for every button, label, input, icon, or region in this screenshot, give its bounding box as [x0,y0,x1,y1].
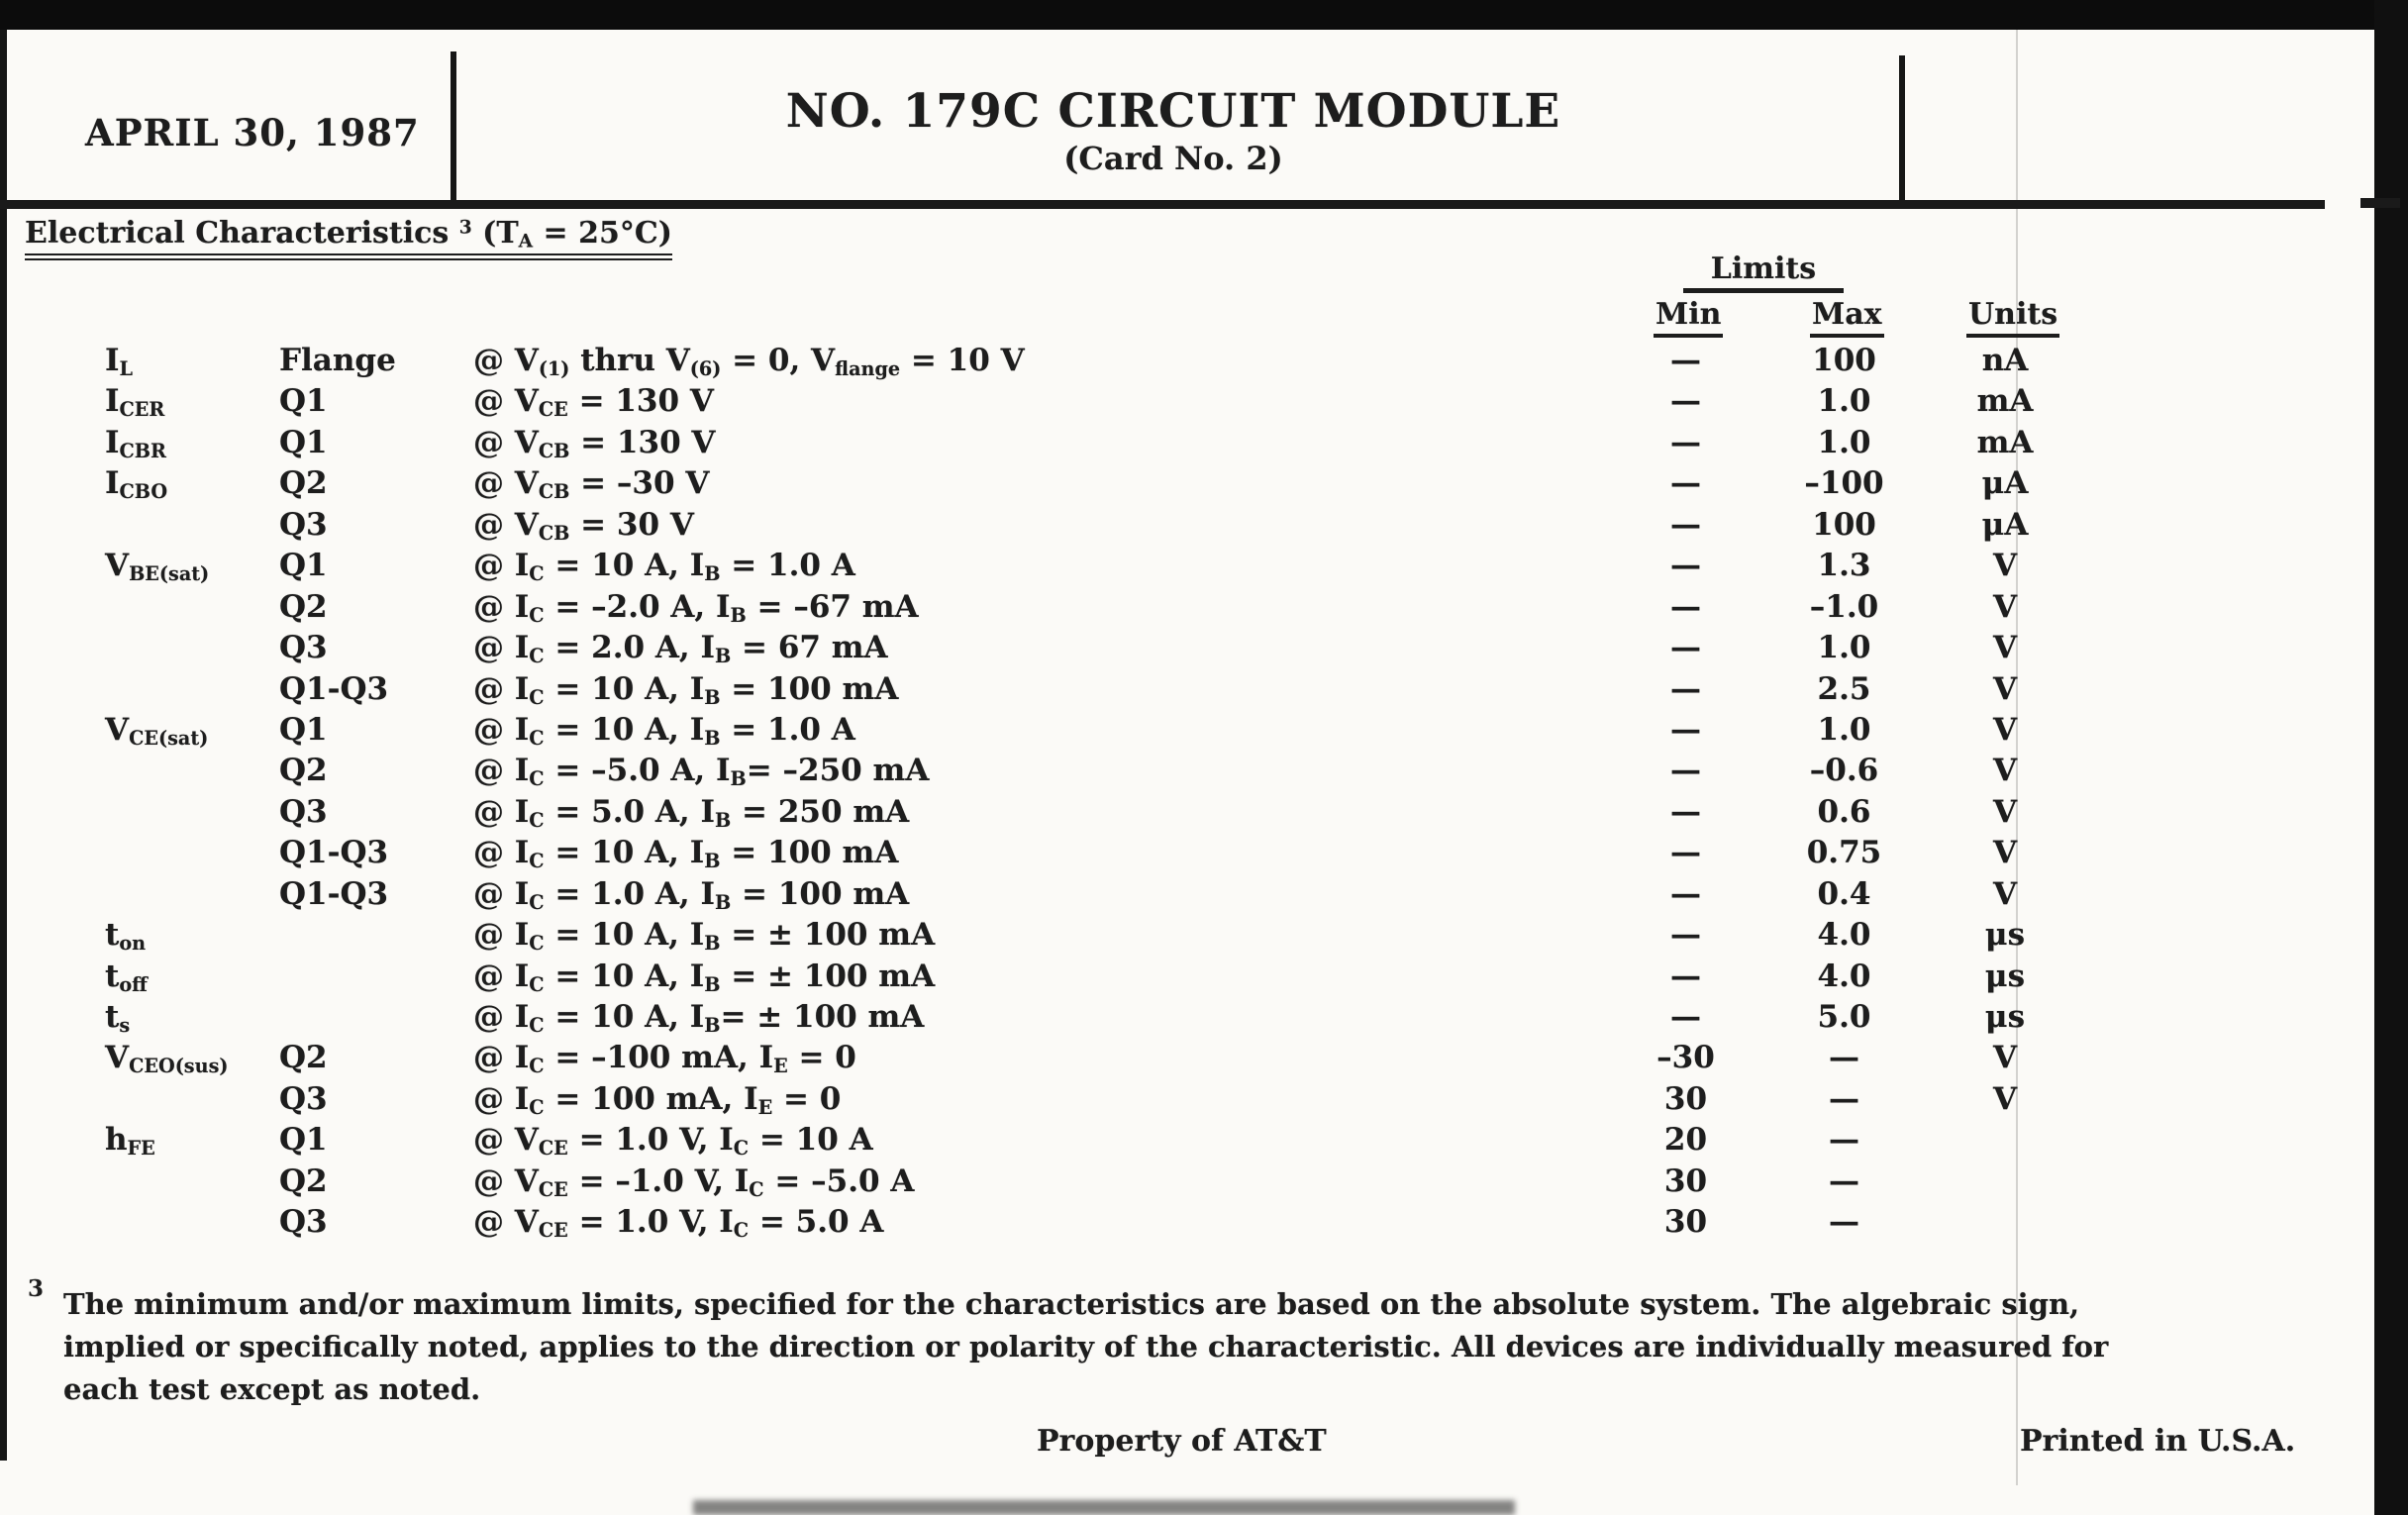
condition-cell: @ $V_{CB} = 130$ V [473,424,716,462]
min-cell: — [1670,711,1701,748]
min-cell: — [1670,630,1701,666]
max-cell: — [1829,1122,1859,1159]
device-cell: Q2 [279,753,328,789]
max-cell: 0.4 [1817,875,1871,912]
table-row [0,833,2408,873]
condition-cell: @ $I_C = 10$ A, $I_B$ = ± 100 mA [473,917,936,955]
header-rule-dash [2360,198,2400,208]
scan-smudge-bottom [693,1500,1515,1515]
table-row [0,1120,2408,1161]
max-cell: –100 [1804,465,1884,502]
device-cell: Q1 [279,424,328,460]
symbol-cell: $I_L$ [105,343,134,380]
units-cell: V [1992,835,2018,871]
footer-property: Property of AT&T [1037,1424,1327,1459]
units-cell: V [1992,630,2018,666]
device-cell: Q3 [279,1080,328,1117]
revision-date: APRIL 30, 1987 [85,111,420,154]
condition-cell: @ $I_C = 10$ A, $I_B = 100$ mA [473,835,899,873]
max-cell: 0.75 [1806,835,1882,871]
condition-cell: @ $I_C = 10$ A, $I_B = 1.0$ A [473,711,855,750]
symbol-cell: $t_{off}$ [105,958,148,996]
table-row [0,1162,2408,1202]
table-row [0,1202,2408,1243]
table-row [0,463,2408,504]
min-cell: — [1670,875,1701,912]
device-cell: Q1 [279,711,328,748]
header-rule [0,200,2325,209]
table-row [0,1079,2408,1120]
condition-cell: @ $I_C = 10$ A, $I_B= \pm 100$ mA [473,999,925,1037]
table-row [0,546,2408,586]
max-cell: 1.3 [1817,548,1871,584]
condition-cell: @ $V_{CB} = -30$ V [473,465,710,504]
units-column-header: Units [1966,297,2059,338]
units-cell: nA [1981,343,2029,378]
table-row [0,1038,2408,1078]
table-row [0,505,2408,546]
table-row [0,381,2408,422]
device-cell: Q1 [279,1122,328,1159]
device-cell: Q3 [279,630,328,666]
units-cell: μs [1984,999,2026,1035]
limits-underline [1683,288,1844,293]
table-row [0,957,2408,997]
device-cell: Q3 [279,506,328,543]
device-cell: Flange [279,343,396,378]
device-cell: Q3 [279,1204,328,1241]
condition-cell: @ $V_{(1)}$ thru $V_{(6)} = 0$, $V_{flange} = 10$ V [473,343,1025,380]
table-row [0,792,2408,833]
max-cell: 1.0 [1817,630,1871,666]
section-title: Electrical Characteristics $^3$ $(T_A = 25^\circ C)$ [25,216,672,260]
table-row [0,587,2408,628]
condition-cell: @ $I_C = -5.0$ A, $I_B= -250$ mA [473,753,930,791]
max-cell: 0.6 [1817,793,1871,830]
max-cell: 1.0 [1817,383,1871,420]
condition-cell: @ $I_C = 10$ A, $I_B$ = ± 100 mA [473,958,936,996]
condition-cell: @ $I_C = -100$ mA, $I_E = 0$ [473,1040,856,1078]
device-cell: Q1 [279,383,328,420]
units-cell: V [1992,793,2018,830]
device-cell: Q1-Q3 [279,670,389,707]
min-cell: 20 [1663,1122,1708,1159]
symbol-cell: $I_{CER}$ [105,383,165,422]
min-cell: — [1670,958,1701,994]
table-row [0,997,2408,1038]
symbol-cell: $V_{CE(sat)}$ [105,711,209,750]
table-row [0,669,2408,710]
device-cell: Q2 [279,1162,328,1199]
min-cell: 30 [1663,1080,1708,1117]
min-cell: 30 [1663,1204,1708,1241]
condition-cell: @ $V_{CE} = 1.0$ V, $I_C = 10$ A [473,1122,873,1161]
min-cell: — [1670,383,1701,420]
units-cell: V [1992,1040,2018,1076]
condition-cell: @ $V_{CE} = 1.0$ V, $I_C = 5.0$ A [473,1204,884,1242]
units-cell: V [1992,711,2018,748]
min-cell: — [1670,424,1701,460]
min-cell: — [1670,917,1701,954]
min-cell: — [1670,753,1701,789]
device-cell: Q3 [279,793,328,830]
units-cell: mA [1976,383,2034,420]
limits-header: Limits [1710,252,1817,286]
min-cell: — [1670,343,1701,378]
max-cell: — [1829,1204,1859,1241]
max-cell: — [1829,1080,1859,1117]
characteristics-table [0,341,2408,1244]
max-column-header: Max [1810,297,1884,338]
units-cell: mA [1976,424,2034,460]
units-cell: V [1992,588,2018,625]
max-cell: 100 [1812,506,1876,543]
min-column-header: Min [1654,297,1723,338]
condition-cell: @ $I_C = 1.0$ A, $I_B = 100$ mA [473,875,910,914]
header-divider-right [1899,55,1905,205]
min-cell: — [1670,793,1701,830]
condition-cell: @ $I_C = 5.0$ A, $I_B = 250$ mA [473,793,910,832]
footnote-marker: 3 [28,1275,45,1302]
max-cell: 4.0 [1817,958,1871,994]
table-row [0,341,2408,381]
condition-cell: @ $I_C = -2.0$ A, $I_B = -67$ mA [473,588,919,627]
condition-cell: @ $I_C = 2.0$ A, $I_B = 67$ mA [473,630,888,667]
symbol-cell: $h_{FE}$ [105,1122,155,1161]
min-cell: — [1670,670,1701,707]
units-cell: μA [1981,506,2029,543]
symbol-cell: $t_{on}$ [105,917,147,955]
max-cell: –0.6 [1809,753,1879,789]
min-cell: — [1670,465,1701,502]
max-cell: — [1829,1040,1859,1076]
min-cell: — [1670,506,1701,543]
max-cell: 100 [1812,343,1876,378]
device-cell: Q2 [279,465,328,502]
condition-cell: @ $I_C = 10$ A, $I_B = 100$ mA [473,670,899,709]
document-subtitle: (Card No. 2) [1063,140,1283,178]
symbol-cell: $t_s$ [105,999,131,1037]
table-row [0,628,2408,668]
condition-cell: @ $I_C = 100$ mA, $I_E = 0$ [473,1080,842,1119]
units-cell: μA [1981,465,2029,502]
units-cell: V [1992,1080,2018,1117]
min-cell: — [1670,835,1701,871]
max-cell: 4.0 [1817,917,1871,954]
footnote-text: The minimum and/or maximum limits, specified for the characteristics are based on the absolute system. The algebraic sign, implied or specifically noted, applies to the direction or polarity of the characteristic. All devices are individually measured for each test except as noted. [63,1287,2109,1406]
table-row [0,423,2408,463]
footer-printed: Printed in U.S.A. [2020,1424,2296,1459]
max-cell: 1.0 [1817,424,1871,460]
device-cell: Q2 [279,1040,328,1076]
condition-cell: @ $I_C = 10$ A, $I_B = 1.0$ A [473,548,855,585]
symbol-cell: $V_{BE(sat)}$ [105,548,210,585]
units-cell: V [1992,875,2018,912]
device-cell: Q1 [279,548,328,584]
units-cell: V [1992,753,2018,789]
units-cell: V [1992,670,2018,707]
table-row [0,915,2408,956]
condition-cell: @ $V_{CE} = -1.0$ V, $I_C = -5.0$ A [473,1162,915,1201]
units-cell: μs [1984,958,2026,994]
condition-cell: @ $V_{CE} = 130$ V [473,383,714,422]
max-cell: 5.0 [1817,999,1871,1035]
title-block [678,84,1668,178]
max-cell: — [1829,1162,1859,1199]
device-cell: Q1-Q3 [279,875,389,912]
min-cell: — [1670,999,1701,1035]
table-row [0,751,2408,791]
units-cell: V [1992,548,2018,584]
table-row [0,874,2408,915]
symbol-cell: $I_{CBR}$ [105,424,166,462]
units-cell: μs [1984,917,2026,954]
document-title: NO. 179C CIRCUIT MODULE [785,84,1561,139]
table-row [0,710,2408,751]
min-cell: –30 [1656,1040,1715,1076]
symbol-cell: $I_{CBO}$ [105,465,168,504]
min-cell: 30 [1663,1162,1708,1199]
max-cell: 1.0 [1817,711,1871,748]
condition-cell: @ $V_{CB} = 30$ V [473,506,694,545]
device-cell: Q2 [279,588,328,625]
min-cell: — [1670,548,1701,584]
symbol-cell: $V_{CEO(sus)}$ [105,1040,229,1078]
max-cell: –1.0 [1809,588,1879,625]
scan-border-top [0,0,2408,30]
device-cell: Q1-Q3 [279,835,389,871]
max-cell: 2.5 [1817,670,1871,707]
min-cell: — [1670,588,1701,625]
header-divider-left [451,51,456,205]
